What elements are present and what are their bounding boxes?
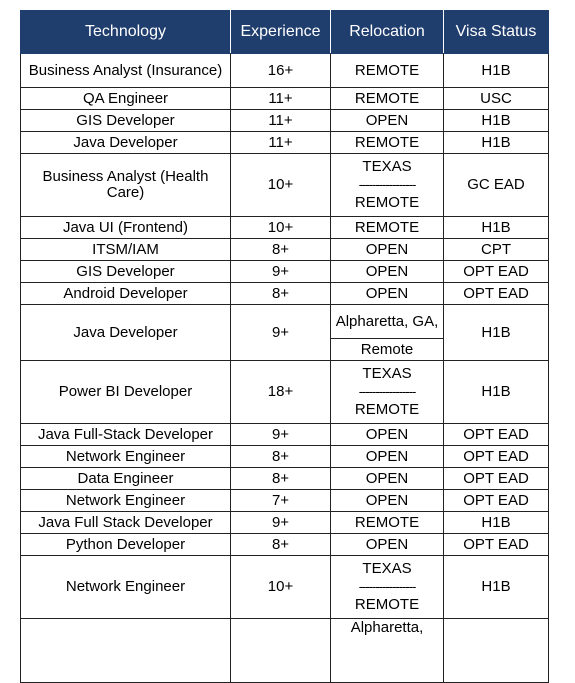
table-row (21, 512, 549, 534)
cell-relocation: OPEN (331, 261, 444, 283)
cell-visa-status (444, 619, 549, 683)
cell-technology: Network Engineer (21, 446, 231, 468)
cell-relocation: OPEN (331, 239, 444, 261)
cell-experience: 18+ (231, 361, 331, 424)
cell-technology: GIS Developer (21, 261, 231, 283)
cell-technology (21, 619, 231, 683)
cell-visa-status: H1B (444, 512, 549, 534)
header-row (21, 11, 549, 54)
cell-visa-status: USC (444, 88, 549, 110)
cell-visa-status: OPT EAD (444, 446, 549, 468)
table-row (21, 424, 549, 446)
cell-experience: 11+ (231, 88, 331, 110)
table-row (21, 446, 549, 468)
relocation-divider: ----------------- (358, 579, 416, 594)
cell-visa-status: H1B (444, 305, 549, 361)
table-row (21, 556, 549, 619)
cell-experience: 10+ (231, 217, 331, 239)
cell-visa-status: OPT EAD (444, 534, 549, 556)
cell-experience: 11+ (231, 132, 331, 154)
relocation-primary: TEXAS (362, 365, 412, 382)
cell-experience: 16+ (231, 54, 331, 88)
table-row (21, 261, 549, 283)
cell-experience: 10+ (231, 556, 331, 619)
cell-experience: 7+ (231, 490, 331, 512)
header-visa-status: Visa Status (444, 11, 549, 54)
relocation-primary: TEXAS (362, 158, 412, 175)
cell-relocation: OPEN (331, 283, 444, 305)
relocation-secondary: REMOTE (354, 401, 420, 418)
cell-experience: 9+ (231, 261, 331, 283)
cell-experience: 11+ (231, 110, 331, 132)
table-row (21, 305, 549, 361)
cell-experience: 9+ (231, 305, 331, 361)
table-row (21, 88, 549, 110)
cell-visa-status: OPT EAD (444, 468, 549, 490)
cell-technology: Business Analyst (Health Care) (21, 154, 231, 217)
cell-technology: QA Engineer (21, 88, 231, 110)
cell-technology: Java Developer (21, 305, 231, 361)
cell-visa-status: H1B (444, 361, 549, 424)
cell-relocation (331, 154, 444, 217)
cell-technology: Java UI (Frontend) (21, 217, 231, 239)
cell-visa-status: GC EAD (444, 154, 549, 217)
cell-technology: Network Engineer (21, 490, 231, 512)
cell-technology: Java Developer (21, 132, 231, 154)
table-row (21, 283, 549, 305)
table-row (21, 361, 549, 424)
cell-technology: Power BI Developer (21, 361, 231, 424)
cell-experience: 8+ (231, 283, 331, 305)
table-row (21, 54, 549, 88)
table-row (21, 619, 549, 683)
cell-technology: Data Engineer (21, 468, 231, 490)
table-row (21, 468, 549, 490)
cell-relocation: OPEN (331, 534, 444, 556)
cell-technology: Android Developer (21, 283, 231, 305)
relocation-secondary: Remote (331, 338, 443, 360)
cell-relocation: REMOTE (331, 132, 444, 154)
cell-technology: ITSM/IAM (21, 239, 231, 261)
cell-experience: 9+ (231, 512, 331, 534)
cell-visa-status: OPT EAD (444, 424, 549, 446)
cell-relocation: OPEN (331, 468, 444, 490)
cell-visa-status: OPT EAD (444, 283, 549, 305)
cell-relocation: REMOTE (331, 217, 444, 239)
cell-experience: 9+ (231, 424, 331, 446)
cell-visa-status: H1B (444, 132, 549, 154)
table-row (21, 132, 549, 154)
cell-visa-status: OPT EAD (444, 261, 549, 283)
cell-relocation: OPEN (331, 110, 444, 132)
cell-experience: 10+ (231, 154, 331, 217)
cell-visa-status: H1B (444, 54, 549, 88)
cell-relocation: REMOTE (331, 88, 444, 110)
cell-relocation: REMOTE (331, 54, 444, 88)
relocation-secondary: REMOTE (354, 596, 420, 613)
header-experience: Experience (231, 11, 331, 54)
relocation-primary: TEXAS (362, 560, 412, 577)
cell-visa-status: H1B (444, 217, 549, 239)
cell-experience: 8+ (231, 534, 331, 556)
cell-technology: Java Full-Stack Developer (21, 424, 231, 446)
table-row (21, 490, 549, 512)
relocation-divider: ----------------- (358, 384, 416, 399)
cell-relocation: Alpharetta, (331, 619, 444, 683)
cell-technology: Network Engineer (21, 556, 231, 619)
cell-visa-status: OPT EAD (444, 490, 549, 512)
table-row (21, 239, 549, 261)
cell-technology: Business Analyst (Insurance) (21, 54, 231, 88)
cell-experience: 8+ (231, 239, 331, 261)
table-row (21, 154, 549, 217)
cell-visa-status: H1B (444, 556, 549, 619)
cell-relocation (331, 556, 444, 619)
relocation-primary: Alpharetta, GA, (335, 312, 439, 330)
table-row (21, 217, 549, 239)
header-relocation: Relocation (331, 11, 444, 54)
cell-relocation (331, 305, 444, 361)
cell-experience: 8+ (231, 446, 331, 468)
cell-visa-status: CPT (444, 239, 549, 261)
cell-technology: Python Developer (21, 534, 231, 556)
cell-relocation (331, 361, 444, 424)
cell-relocation: REMOTE (331, 512, 444, 534)
cell-technology: Java Full Stack Developer (21, 512, 231, 534)
table-row (21, 110, 549, 132)
cell-relocation: OPEN (331, 424, 444, 446)
cell-technology: GIS Developer (21, 110, 231, 132)
job-table-container (20, 10, 548, 636)
job-table (20, 10, 549, 683)
cell-visa-status: H1B (444, 110, 549, 132)
cell-experience (231, 619, 331, 683)
cell-relocation: OPEN (331, 446, 444, 468)
header-technology: Technology (21, 11, 231, 54)
cell-relocation: OPEN (331, 490, 444, 512)
relocation-divider: ----------------- (358, 177, 416, 192)
table-row (21, 534, 549, 556)
relocation-secondary: REMOTE (354, 194, 420, 211)
cell-experience: 8+ (231, 468, 331, 490)
